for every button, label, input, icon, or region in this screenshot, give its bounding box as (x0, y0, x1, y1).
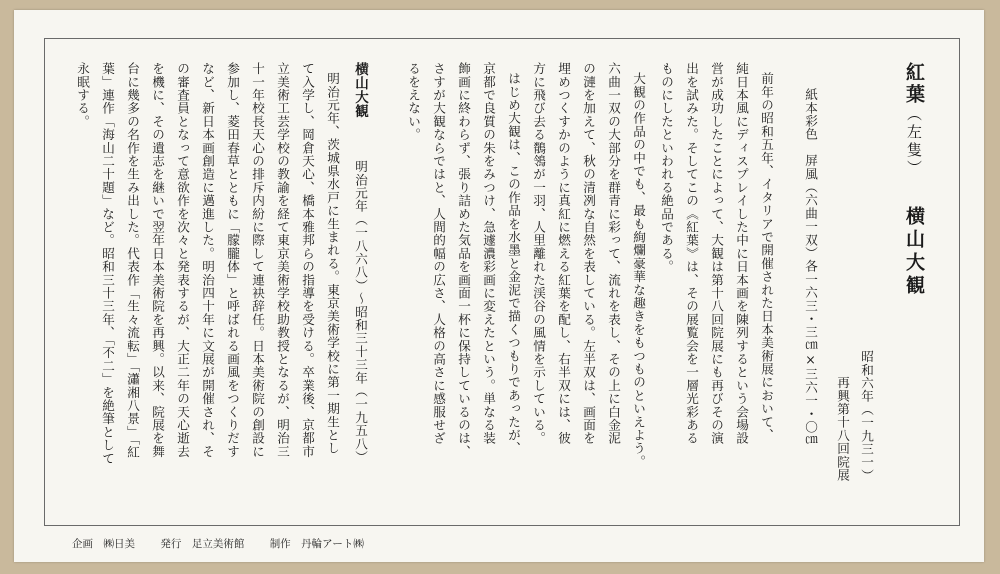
artwork-title (902, 62, 926, 178)
planning-credit: 企画 ㈱日美 (72, 538, 135, 550)
date-line: 昭和六年（一九三一） (859, 350, 874, 482)
medium-spec: 紙本彩色 屏風（六曲一双）各一六三・三㎝×三六一・〇㎝ (803, 88, 818, 447)
biography-line: 葉」連作「海山二十題」など。昭和三十三年、「不二」を絶筆として (100, 62, 115, 465)
title-sub: （左隻） (905, 106, 923, 178)
description-line: 方に飛び去る鶺鴒が一羽、人里離れた渓谷の風情を示している。 (531, 62, 546, 445)
description-line: さすが大観ならではと、人間的幅の広さ、人格の高さに感服せざ (431, 62, 446, 445)
biography-line: 十一年校長天心の排斥内紛に際して連袂辞任。日本美術院の創設に (250, 62, 265, 458)
biography-line: 明治元年、茨城県水戸に生まれる。東京美術学校に第一期生とし (325, 72, 340, 455)
biography-line: の審査員となって意欲作を次々と発表するが、大正二年の天心逝去 (175, 62, 190, 458)
description-line: 埋めつくすかのように真紅に燃える紅葉を配し、右半双には、彼 (556, 62, 571, 445)
biography-line: を機に、その遺志を継いで翌年日本美術院を再興。以来、院展を舞 (150, 62, 165, 458)
description-line: の漣を加えて、秋の清冽な自然を表している。左半双は、画面を (581, 62, 596, 445)
biography-name: 横山大観 (352, 62, 368, 119)
production-credit: 制作 丹輪アート㈱ (269, 538, 364, 550)
description-line: 営が成功したことによって、大観は第十八回院展にも再びその演 (709, 62, 724, 445)
biography-line: 参加し、菱田春草とともに「朦朧体」と呼ばれる画風をつくりだす (225, 62, 240, 458)
description-line: 純日本風にディスプレイした中に日本画を陳列するという会場設 (734, 62, 749, 445)
credits-footer (72, 536, 386, 551)
title-main: 紅葉 (903, 62, 925, 106)
biography-line: 永眠する。 (75, 62, 90, 128)
description-line: 前年の昭和五年、イタリアで開催された日本美術展において、 (759, 72, 774, 442)
biography-line: など、新日本画創造に邁進した。明治四十年に文展が開催され、そ (200, 62, 215, 458)
description-line: ものにしたといわれる絶品である。 (659, 62, 674, 274)
caption-card (14, 10, 984, 562)
biography-dates: 明治元年（一八六八）〜昭和三十三年（一九五八） (353, 160, 368, 464)
description-line: 飾画に終わらず、張り詰めた気品を画面一杯に保持しているのは、 (456, 62, 471, 458)
description-line: 六曲一双の大部分を群青に彩って、流れを表し、その上に白金泥 (606, 62, 621, 445)
description-line: 出を試みた。そしてこの《紅葉》は、その展覧会を一層光彩ある (684, 62, 699, 445)
publisher-credit: 発行 足立美術館 (160, 538, 245, 550)
description-line: はじめ大観は、この作品を水墨と金泥で描くつもりであったが、 (506, 72, 521, 455)
description-line: 京都で良質の朱をみつけ、急遽濃彩画に変えたという。単なる装 (481, 62, 496, 445)
description-line: るをえない。 (406, 62, 421, 142)
exhibition-line: 再興第十八回院展 (835, 376, 850, 482)
biography-line: 台に幾多の名作を生み出した。代表作「生々流転」「瀟湘八景」「紅 (125, 62, 140, 459)
artist-name: 横山大観 (903, 206, 925, 298)
biography-line: て入学し、岡倉天心、橋本雅邦らの指導を受ける。卒業後、京都市 (300, 62, 315, 458)
description-line: 大観の作品の中でも、最も絢爛豪華な趣きをもつものといえよう。 (631, 72, 646, 468)
biography-line: 立美術工芸学校の教諭を経て東京美術学校助教授となるが、明治三 (275, 62, 290, 458)
